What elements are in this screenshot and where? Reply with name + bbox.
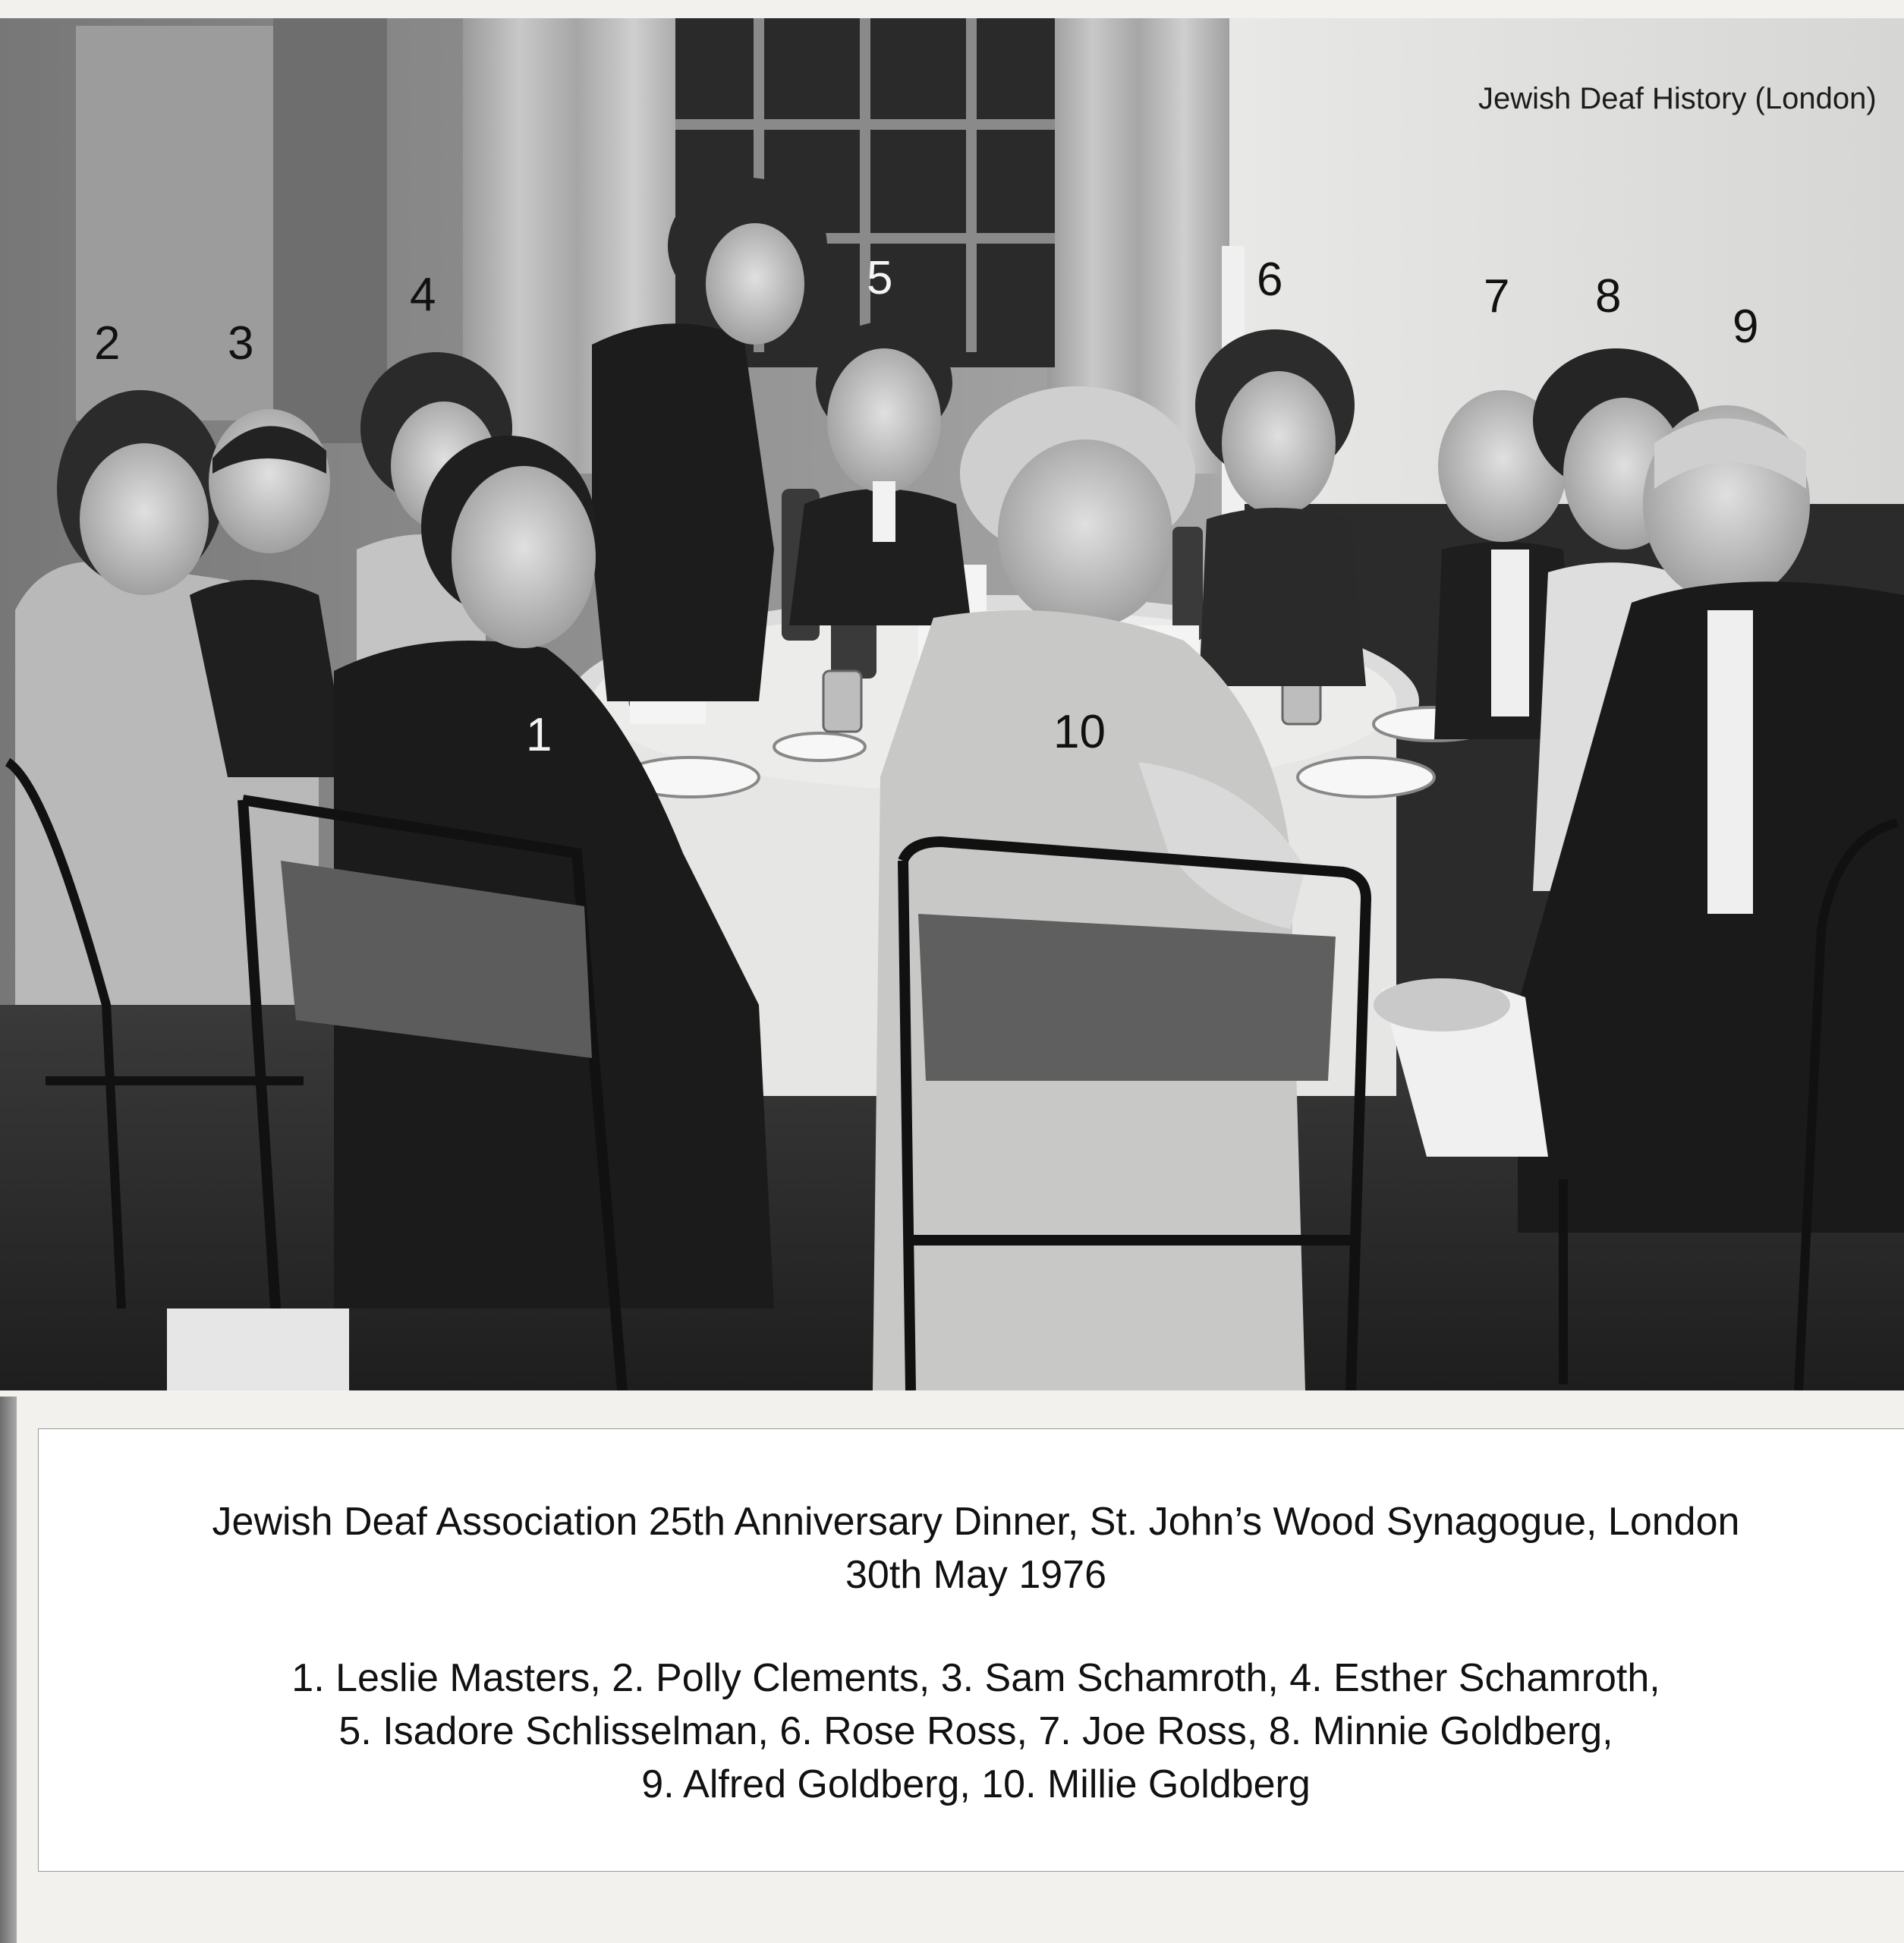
caption-date: 30th May 1976	[845, 1553, 1107, 1597]
person-number-9: 9	[1732, 301, 1759, 353]
caption-title: Jewish Deaf Association 25th Anniversary Dinner, St. John’s Wood Synagogue, London	[212, 1500, 1740, 1544]
person-number-2: 2	[94, 317, 121, 370]
scan-edge-strip	[0, 1397, 17, 1943]
person-number-6: 6	[1257, 254, 1283, 306]
person-number-5: 5	[867, 252, 893, 304]
person-number-10: 10	[1053, 706, 1106, 758]
caption-box	[38, 1428, 1904, 1872]
person-number-8: 8	[1595, 270, 1622, 323]
person-number-7: 7	[1484, 270, 1510, 323]
caption-names-line-2: 5. Isadore Schlisselman, 6. Rose Ross, 7. Joe Ross, 8. Minnie Goldberg,	[338, 1709, 1613, 1753]
caption-names-line-3: 9. Alfred Goldberg, 10. Millie Goldberg	[641, 1762, 1311, 1806]
photo-watermark: Jewish Deaf History (London)	[1478, 82, 1877, 115]
dinner-photograph	[0, 18, 1904, 1390]
caption-names-line-1: 1. Leslie Masters, 2. Polly Clements, 3. Sam Schamroth, 4. Esther Schamroth,	[291, 1656, 1660, 1700]
person-number-4: 4	[410, 269, 436, 321]
photo-scene	[0, 18, 1904, 1390]
person-number-1: 1	[526, 709, 552, 761]
person-number-3: 3	[228, 317, 254, 370]
